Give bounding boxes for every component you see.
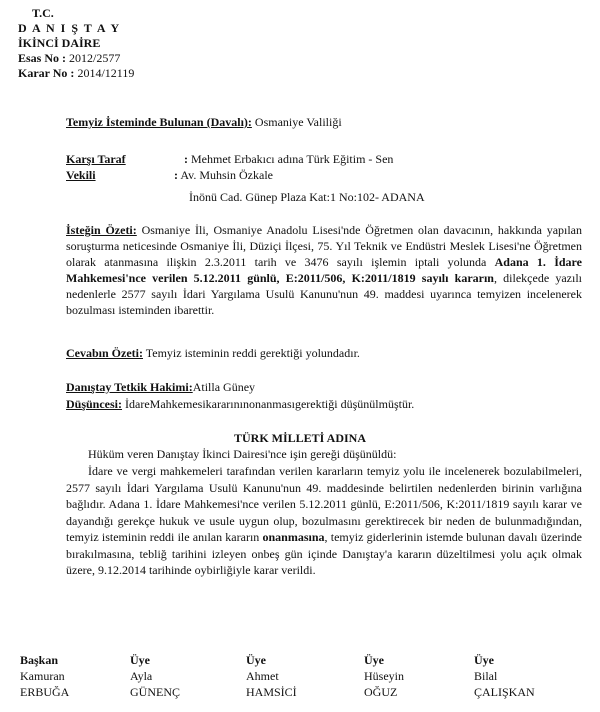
karar-value: 2014/12119 (77, 66, 135, 80)
signature-first-name: Ayla (130, 669, 153, 683)
signature-block (20, 652, 69, 700)
signature-block (130, 652, 180, 700)
signature-first-name: Ahmet (246, 669, 279, 683)
signature-last-name: ERBUĞA (20, 685, 70, 699)
appellant-label: Temyiz İsteminde Bulunan (Davalı): (66, 115, 252, 129)
court-name: D A N I Ş T A Y (18, 21, 121, 35)
esas-line (18, 51, 134, 66)
signature-last-name: ÇALIŞKAN (474, 685, 535, 699)
judge-line (66, 380, 255, 395)
signature-block (364, 652, 404, 700)
attorney-address: İnönü Cad. Günep Plaza Kat:1 No:102- ADANA (189, 190, 425, 204)
request-summary (66, 222, 582, 318)
request-text-1: Osmaniye İli, Osmaniye Anadolu Lisesi'nde Öğretmen olan davacının, hakkında yapılan soruşturma neticesinde Osmaniye İli, Düziçi İlçesi, 75. Yıl Teknik ve Endüstri Meslek Lisesi'ne Öğretmen olarak atanmasına ilişkin 2.3.2011 tarih ve 3476 sayılı işlemin iptali yolunda (66, 223, 583, 269)
decision-title: TÜRK MİLLETİ ADINA (233, 431, 367, 445)
karar-label: Karar No : (18, 66, 75, 80)
signature-first-name: Bilal (474, 669, 498, 683)
signature-block (474, 652, 535, 700)
response-label: Cevabın Özeti: (66, 346, 143, 360)
attorney-label: Vekili (66, 168, 96, 182)
document-header (18, 6, 134, 81)
opposing-line (66, 152, 393, 167)
signature-last-name: HAMSİCİ (246, 685, 297, 699)
appellant-value: Osmaniye Valiliği (254, 115, 342, 129)
request-text-2: , dilekçede yazılı nedenlerle 2577 sayılı İdari Yargılama Usulü Kanunu'nun 49. maddesi uyarınca temyizen incelenerek bozulması isteminden ibarettir. (66, 271, 582, 317)
signature-role: Üye (246, 653, 266, 667)
attorney-value: Av. Muhsin Özkale (180, 168, 273, 182)
esas-value: 2012/2577 (69, 51, 121, 65)
opinion-label: Düşüncesi: (66, 397, 123, 411)
attorney-colon: : (174, 168, 178, 182)
opposing-label: Karşı Taraf (66, 152, 126, 166)
signature-last-name: GÜNENÇ (130, 685, 180, 699)
signature-role: Üye (364, 653, 384, 667)
decision-intro: Hüküm veren Danıştay İkinci Dairesi'nce işin gereği düşünüldü: (88, 447, 397, 461)
signature-last-name: OĞUZ (364, 685, 398, 699)
chamber-name: İKİNCİ DAİRE (18, 36, 101, 50)
decision-body (66, 463, 582, 579)
signature-role: Üye (130, 653, 150, 667)
response-summary (66, 346, 360, 361)
karar-line (18, 66, 134, 81)
appellant-line (66, 115, 342, 130)
opinion-line (66, 397, 414, 412)
signature-block (246, 652, 297, 700)
decision-text-1: İdare ve vergi mahkemeleri tarafından verilen kararların temyiz yolu ile incelenerek bozulabilmeleri, 2577 sayılı İdari Yargılama Usulü Kanunu'nun 49. maddesinde belirtilen nedenlerden birinin varlığına bağlıdır. Adana 1. İdare Mahkemesi'nce verilen 5.12.2011 günlü, E:2011/506, K:2011/1819 sayılı karar ve dayandığı gerekçe hukuk ve usule uygun olup, bozulmasını gerektirecek bir neden de bulunmadığından, temyiz isteminin reddi ile anılan kararın (66, 464, 582, 544)
decision-bold: onanmasına (262, 530, 325, 544)
opinion-value: İdareMahkemesikararınınonanmasıgerektiği düşünülmüştür. (122, 397, 415, 411)
attorney-line (66, 168, 273, 183)
request-label: İsteğin Özeti: (66, 223, 137, 237)
opposing-colon: : (184, 152, 188, 166)
esas-label: Esas No : (18, 51, 67, 65)
signature-role: Başkan (20, 653, 59, 667)
signature-role: Üye (474, 653, 494, 667)
opposing-value: Mehmet Erbakıcı adına Türk Eğitim - Sen (191, 152, 394, 166)
request-bold: Adana 1. İdare Mahkemesi'nce verilen 5.12.2011 günlü, E:2011/506, K:2011/1819 sayılı kararın (66, 255, 582, 285)
judge-label: Danıştay Tetkik Hakimi: (66, 380, 193, 394)
decision-text-2: , temyiz giderlerinin istemde bulunan davalı üzerinde bırakılmasına, tebliğ tarihini izleyen onbeş gün içinde Danıştay'a kararın düzeltilmesi yolu açık olmak üzere, 9.12.2014 tarihinde oybirliğiyle karar verildi. (66, 530, 582, 577)
response-text: Temyiz isteminin reddi gerektiği yolundadır. (143, 346, 360, 360)
judge-value: Atilla Güney (192, 380, 256, 394)
signature-first-name: Kamuran (20, 669, 65, 683)
signature-first-name: Hüseyin (364, 669, 404, 683)
tc-label: T.C. (32, 6, 54, 20)
